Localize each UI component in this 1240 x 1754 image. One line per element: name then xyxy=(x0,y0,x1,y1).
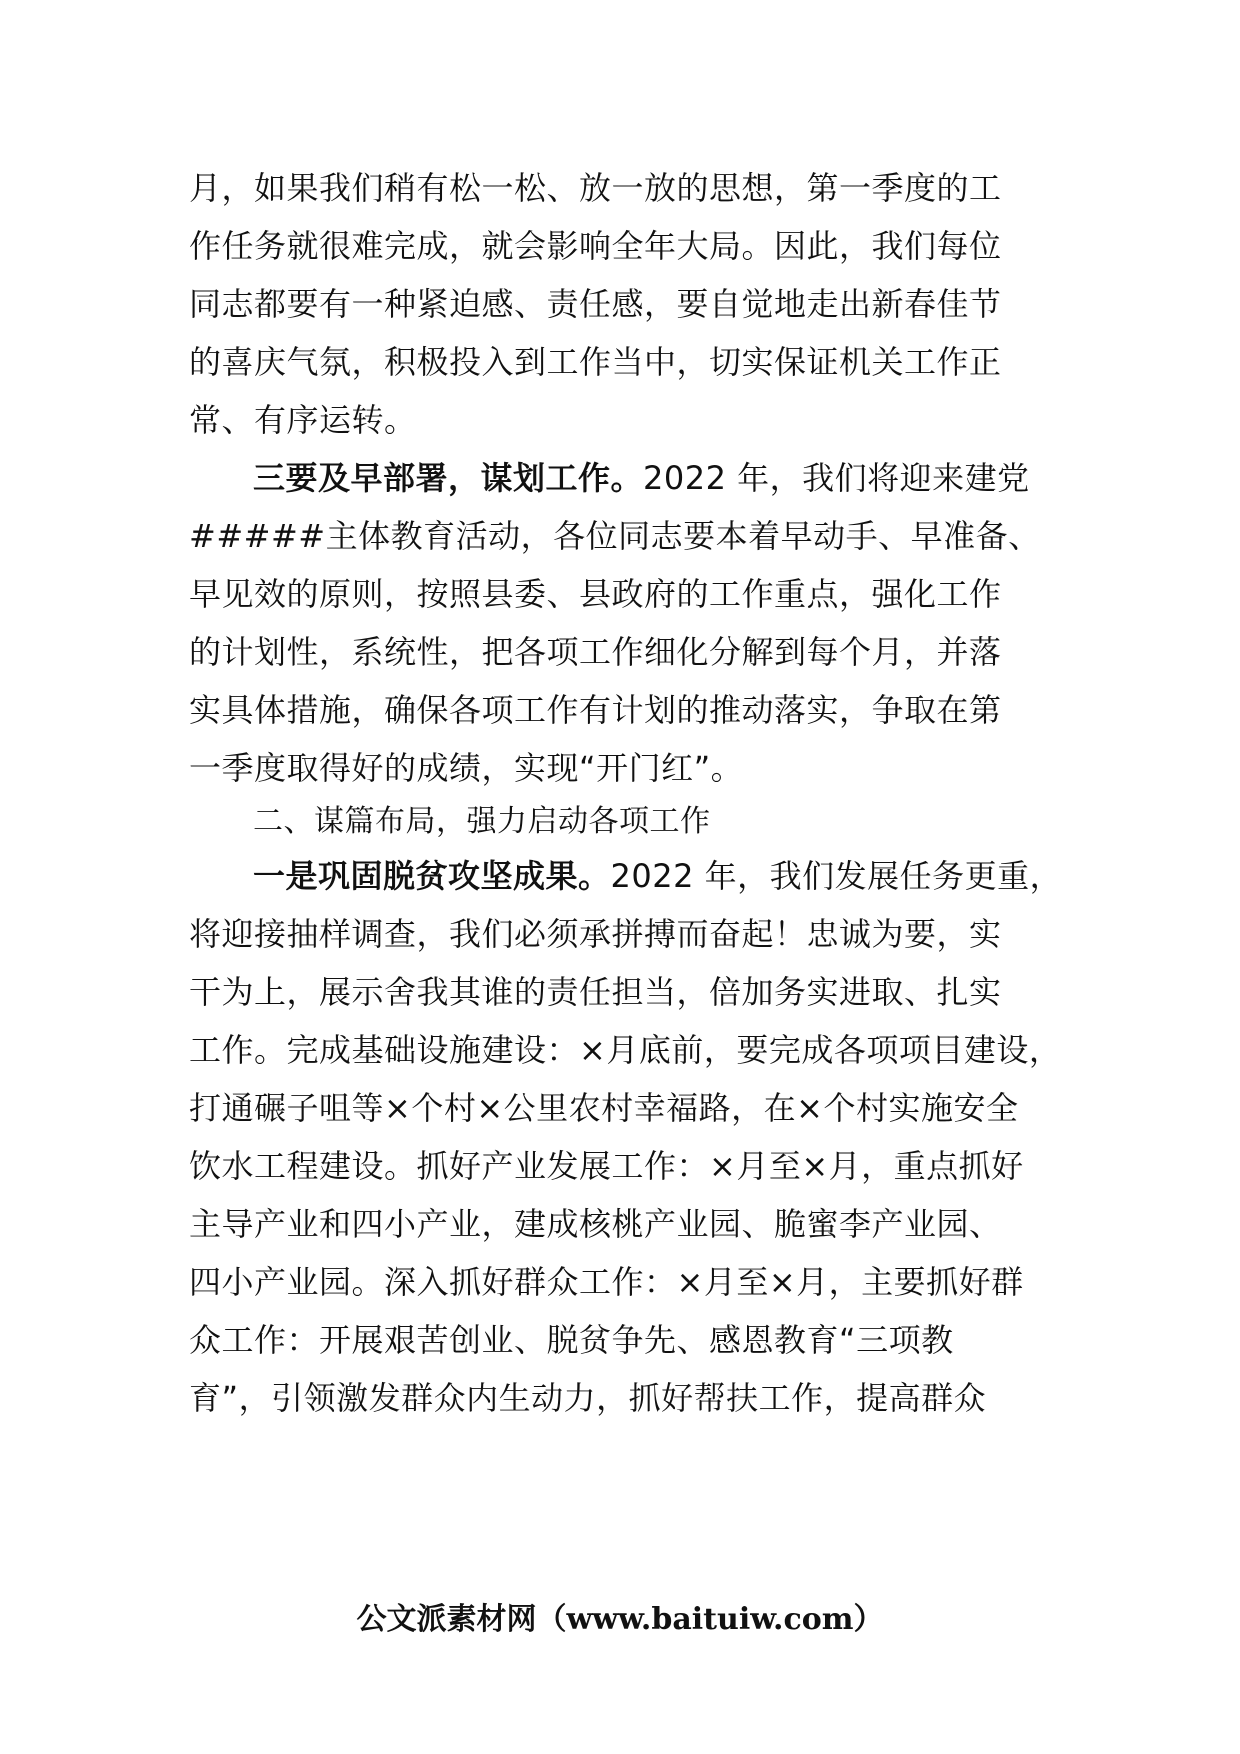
paragraph-line: 实具体措施，确保各项工作有计划的推动落实，争取在第 xyxy=(189,691,1002,729)
paragraph-line: 同志都要有一种紧迫感、责任感，要自觉地走出新春佳节 xyxy=(189,285,1002,323)
paragraph-line: 育”，引领激发群众内生动力，抓好帮扶工作，提高群众 xyxy=(189,1379,987,1417)
paragraph-line: 打通碾子咀等×个村×公里农村幸福路，在×个村实施安全 xyxy=(189,1089,1019,1127)
paragraph-line: 工作。完成基础设施建设：×月底前，要完成各项项目建设， xyxy=(189,1031,1062,1069)
paragraph-lead: 三要及早部署，谋划工作。 xyxy=(253,459,644,497)
page-footer: 公文派素材网（www.baituiw.com） xyxy=(356,1602,884,1637)
paragraph-line: 四小产业园。深入抓好群众工作：×月至×月，主要抓好群 xyxy=(189,1263,1024,1301)
paragraph-lead: 一是巩固脱贫攻坚成果。 xyxy=(253,857,611,895)
paragraph-line: 的喜庆气氛，积极投入到工作当中，切实保证机关工作正 xyxy=(189,343,1002,381)
section-heading: 二、谋篇布局，强力启动各项工作 xyxy=(253,804,711,839)
paragraph-line: 将迎接抽样调查，我们必须承拼搏而奋起！忠诚为要，实 xyxy=(189,915,1002,953)
paragraph-line: #####主体教育活动，各位同志要本着早动手、早准备、 xyxy=(189,517,1041,555)
paragraph-line: 的计划性，系统性，把各项工作细化分解到每个月，并落 xyxy=(189,633,1002,671)
paragraph-line: 常、有序运转。 xyxy=(189,401,417,439)
paragraph-line: 作任务就很难完成，就会影响全年大局。因此，我们每位 xyxy=(189,227,1002,265)
paragraph-line: 月，如果我们稍有松一松、放一放的思想，第一季度的工 xyxy=(189,169,1002,207)
paragraph-line: 早见效的原则，按照县委、县政府的工作重点，强化工作 xyxy=(189,575,1002,613)
paragraph-first-line xyxy=(253,856,1062,896)
paragraph-line: 一季度取得好的成绩，实现“开门红”。 xyxy=(189,749,744,787)
paragraph-line: 众工作：开展艰苦创业、脱贫争先、感恩教育“三项教 xyxy=(189,1321,954,1359)
paragraph-line: 主导产业和四小产业，建成核桃产业园、脆蜜李产业园、 xyxy=(189,1205,1002,1243)
paragraph-line: 饮水工程建设。抓好产业发展工作：×月至×月，重点抓好 xyxy=(189,1147,1024,1185)
paragraph-text: 2022 年，我们发展任务更重， xyxy=(610,857,1063,895)
paragraph-first-line xyxy=(253,458,1030,498)
paragraph-line: 干为上，展示舍我其谁的责任担当，倍加务实进取、扎实 xyxy=(189,973,1002,1011)
paragraph-text: 2022 年，我们将迎来建党 xyxy=(643,459,1030,497)
